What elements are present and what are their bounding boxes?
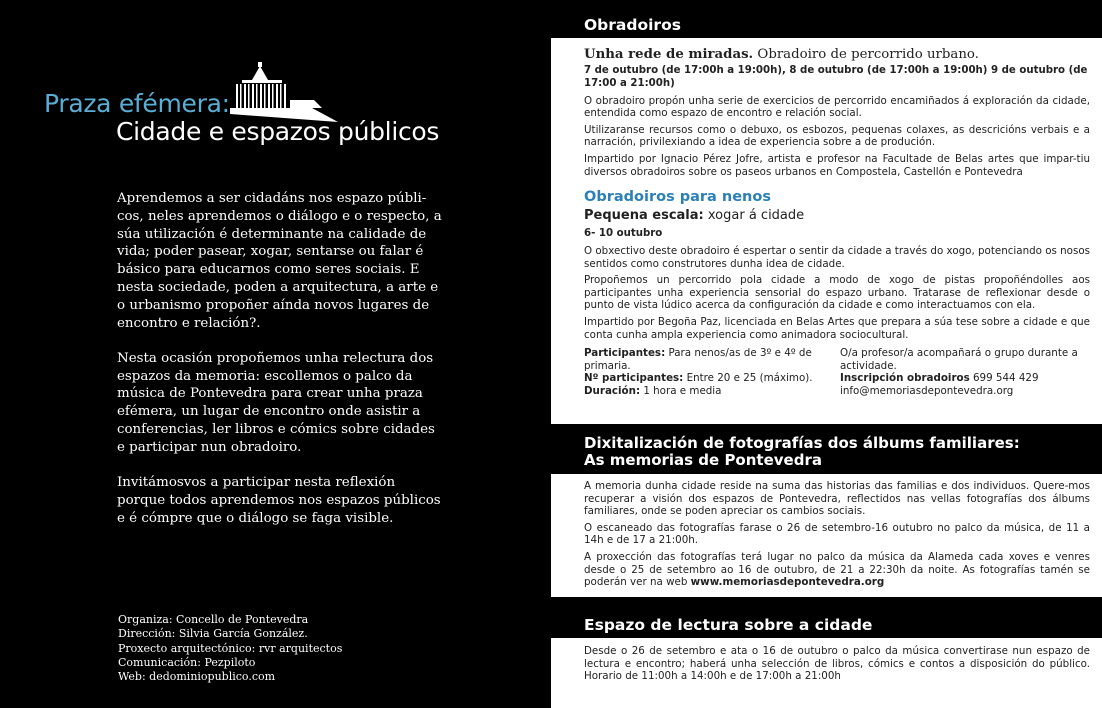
intro-text (117, 190, 447, 545)
dixital-paragraph: A memoria dunha cidade reside na suma das historias das familias e dos individuos. Quere-mos recuperar a visión dos espazos de Pontevedra, reflectidos nas vellas fotografías dos álbums familiares, onde se poden apreciar os cambios sociais. (584, 480, 1090, 518)
teacher-note: O/a profesor/a acompañará o grupo durante a actividade. (840, 347, 1078, 372)
credit-line: Organiza: Concello de Pontevedra (118, 613, 309, 626)
dixital-header-line-2: As memorias de Pontevedra (584, 451, 822, 469)
credit-line: Comunicación: Pezpiloto (118, 655, 256, 669)
obradoiros-header: Obradoiros (584, 16, 681, 34)
lectura-box (551, 638, 1102, 708)
credit-line: Proxecto arquitectónico: rvr arquitectos (118, 641, 343, 655)
memorias-web-link[interactable]: www.memoriasdepontevedra.org (690, 576, 885, 589)
nenos-info-left (584, 347, 840, 397)
inscription-label: Inscripción obradoiros (840, 372, 970, 385)
intro-paragraph-2: Nesta ocasión propoñemos unha relectura dos espazos da memoria: escollemos o palco da música de Pontevedra para crear unha praza efémera, un lugar de encontro onde asistir a conferencias, ler libros e cómics sobre cidades e participar nun obradoiro. (117, 350, 435, 455)
title-line-2: Cidade e espazos públicos (116, 117, 440, 146)
obradoiro-paragraph: O obradoiro propón unha serie de exercicios de percorrido encamiñados á exploración da cidade, entendida como espazo de encontro e relación social. (584, 94, 1090, 120)
nenos-title: Obradoiros para nenos (584, 189, 771, 206)
credits (118, 613, 342, 684)
duration-line (584, 385, 840, 398)
title-block (44, 90, 439, 146)
nenos-info (584, 347, 1102, 397)
num-participants-line (584, 372, 840, 385)
dixital-box (551, 474, 1102, 597)
right-panel (551, 0, 1102, 708)
nenos-paragraph: Propoñemos un percorrido pola cidade a modo de xogo de pistas propoñéndolles aos participantes unha experiencia sensorial do espazo urbano. Tratarase de reflexionar desde o punto de vista lúdico acerca da configuración da cidade e como interactuamos con ela. (584, 274, 1090, 312)
participants-label: Participantes: (584, 347, 666, 360)
obradoiro-dates: 7 de outubro (de 17:00h a 19:00h), 8 de outubro (de 17:00h a 19:00h) 9 de outubro (de 17:00 a 21:00h) (584, 65, 1088, 89)
dixital-header-line-1: Dixitalización de fotografías dos álbums familiares: (584, 434, 1020, 452)
duration-value: 1 hora e media (640, 384, 722, 397)
num-participants-value: Entre 20 e 25 (máximo). (683, 372, 813, 385)
nenos-dates: 6- 10 outubro (584, 228, 663, 240)
participants-value: Para nenos/as de 3º e 4º de primaria. (584, 347, 812, 372)
nenos-paragraph: O obxectivo deste obradoiro é espertar o sentir da cidade a través do xogo, potenciando os nosos sentidos como construtores dunha idea de cidade. (584, 244, 1090, 270)
participants-line (584, 347, 840, 372)
intro-paragraph-3: Invitámosvos a participar nesta reflexión porque todos aprendemos nos espazos públicos e é cómpre que o diálogo se faga visible. (117, 475, 441, 526)
dixital-paragraph (584, 551, 1102, 589)
obradoiro-subtitle-bold: Unha rede de miradas. (584, 47, 754, 62)
dixital-header (584, 435, 1102, 469)
contact-email[interactable]: info@memoriasdepontevedra.org (840, 384, 1014, 397)
intro-paragraph-1: Aprendemos a ser cidadáns nos espazo públi-cos, neles aprendemos o diálogo e o respecto, a súa utilización é determinante na calidade de vida; poder pasear, xogar, sentarse ou falar é básico para educarnos como seres sociais. E nesta sociedade, poden a arquitectura, a arte e o urbanismo propoñer aínda novos lugares de encontro e relación?. (117, 191, 442, 331)
dixital-paragraph-text: A proxección das fotografías terá lugar no palco da música da Alameda cada xoves e venres desde o 25 de setembro ao 16 de outubro, de 21 a 22:30h da noite. As fotografías tamén se poderán ver na web (584, 550, 1090, 589)
title-line-1: Praza efémera: (44, 89, 230, 118)
inscription-line (840, 372, 1090, 385)
inscription-phone: 699 544 429 (969, 372, 1039, 385)
obradoiro-subtitle-rest: Obradoiro de percorrido urbano. (753, 47, 979, 62)
obradoiros-box (551, 38, 1102, 424)
lectura-header: Espazo de lectura sobre a cidade (584, 616, 873, 634)
obradoiro-subtitle (584, 46, 1102, 63)
nenos-info-right (840, 347, 1090, 397)
lectura-paragraph: Desde o 26 de setembro e ata o 16 de outubro o palco da música convertirase nun espazo de lectura e encontro; haberá unha selección de libros, cómics e contos a disposición do público. Horario de 11:00h a 14:00h e de 17:00h a 21:00h (584, 645, 1090, 683)
credit-line: Web: dedominiopublico.com (118, 670, 276, 684)
obradoiro-paragraph: Impartido por Ignacio Pérez Jofre, artista e profesor na Facultade de Belas artes que impar-tiu diversos obradoiros sobre os paseos urbanos en Compostela, Castellón e Pontevedra (584, 152, 1090, 178)
nenos-subtitle-bold: Pequena escala: (584, 208, 704, 224)
num-participants-label: Nº participantes: (584, 372, 684, 385)
nenos-paragraph: Impartido por Begoña Paz, licenciada en Belas Artes que prepara a súa tese sobre a cidade e que conta cunha ampla experiencia como animadora sociocultural. (584, 315, 1090, 341)
duration-label: Duración: (584, 384, 641, 397)
obradoiro-paragraph: Utilizaranse recursos como o debuxo, os esbozos, pequenas colaxes, as descricións verbais e a narración, privilexiando a idea de experiencia sobre a de produción. (584, 123, 1090, 149)
nenos-subtitle (584, 207, 1102, 224)
credit-line: Dirección: Silvia García González. (118, 627, 308, 641)
nenos-subtitle-rest: xogar á cidade (703, 208, 805, 224)
dixital-paragraph: O escaneado das fotografías farase o 26 de setembro-16 outubro no palco da música, de 11 a 14h e de 17 a 21:00h. (584, 521, 1090, 547)
